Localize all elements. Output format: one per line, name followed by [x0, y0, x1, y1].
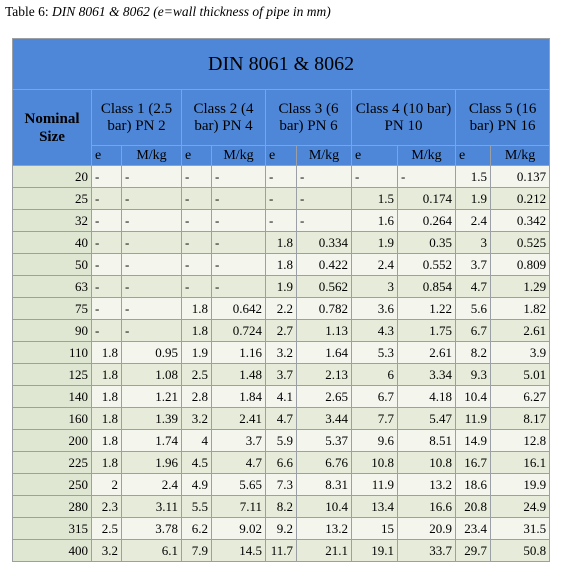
wall-thickness-cell: 8.2: [266, 496, 297, 518]
mass-cell: 12.8: [491, 430, 550, 452]
mass-cell: 0.342: [491, 210, 550, 232]
wall-thickness-cell: 6.7: [352, 386, 398, 408]
sub-header-mass: M/kg: [297, 146, 352, 166]
mass-cell: -: [212, 188, 266, 210]
wall-thickness-cell: 2.4: [456, 210, 491, 232]
mass-cell: 8.51: [398, 430, 456, 452]
wall-thickness-cell: 2.2: [266, 298, 297, 320]
wall-thickness-cell: 1.8: [92, 452, 122, 474]
wall-thickness-cell: -: [92, 188, 122, 210]
mass-cell: -: [212, 166, 266, 188]
mass-cell: 0.35: [398, 232, 456, 254]
mass-cell: 16.1: [491, 452, 550, 474]
mass-cell: 1.96: [122, 452, 182, 474]
mass-cell: -: [212, 276, 266, 298]
wall-thickness-cell: 1.8: [266, 232, 297, 254]
mass-cell: -: [297, 210, 352, 232]
mass-cell: 20.9: [398, 518, 456, 540]
wall-thickness-cell: 1.8: [182, 320, 212, 342]
table-row: [13, 188, 550, 210]
mass-cell: -: [212, 232, 266, 254]
wall-thickness-cell: 11.9: [352, 474, 398, 496]
wall-thickness-cell: 1.8: [92, 408, 122, 430]
table-row: [13, 210, 550, 232]
nominal-size-cell: 125: [13, 364, 92, 386]
nominal-size-cell: 140: [13, 386, 92, 408]
wall-thickness-cell: 11.9: [456, 408, 491, 430]
wall-thickness-cell: 3: [352, 276, 398, 298]
mass-cell: 2.61: [491, 320, 550, 342]
table-row: [13, 386, 550, 408]
wall-thickness-cell: 7.9: [182, 540, 212, 562]
wall-thickness-cell: 3: [456, 232, 491, 254]
wall-thickness-cell: 4.7: [456, 276, 491, 298]
mass-cell: 1.74: [122, 430, 182, 452]
mass-cell: 2.65: [297, 386, 352, 408]
wall-thickness-cell: 2: [92, 474, 122, 496]
mass-cell: 3.34: [398, 364, 456, 386]
mass-cell: 33.7: [398, 540, 456, 562]
mass-cell: 13.2: [297, 518, 352, 540]
wall-thickness-cell: 1.8: [182, 298, 212, 320]
wall-thickness-cell: 3.2: [182, 408, 212, 430]
wall-thickness-cell: -: [266, 166, 297, 188]
table-row: [13, 364, 550, 386]
nominal-size-header: Nominal Size: [13, 90, 92, 166]
mass-cell: 0.642: [212, 298, 266, 320]
mass-cell: 2.4: [122, 474, 182, 496]
wall-thickness-cell: -: [92, 232, 122, 254]
mass-cell: 3.78: [122, 518, 182, 540]
wall-thickness-cell: 1.9: [456, 188, 491, 210]
mass-cell: 0.562: [297, 276, 352, 298]
nominal-size-cell: 63: [13, 276, 92, 298]
wall-thickness-cell: 2.4: [352, 254, 398, 276]
wall-thickness-cell: 5.5: [182, 496, 212, 518]
wall-thickness-cell: 3.2: [92, 540, 122, 562]
wall-thickness-cell: 4.1: [266, 386, 297, 408]
sub-header-e: e: [182, 146, 212, 166]
wall-thickness-cell: 20.8: [456, 496, 491, 518]
wall-thickness-cell: 14.9: [456, 430, 491, 452]
sub-header-mass: M/kg: [398, 146, 456, 166]
wall-thickness-cell: 3.6: [352, 298, 398, 320]
mass-cell: 5.37: [297, 430, 352, 452]
mass-cell: 0.525: [491, 232, 550, 254]
nominal-size-cell: 90: [13, 320, 92, 342]
wall-thickness-cell: 13.4: [352, 496, 398, 518]
wall-thickness-cell: 1.8: [92, 364, 122, 386]
wall-thickness-cell: 16.7: [456, 452, 491, 474]
mass-cell: 0.809: [491, 254, 550, 276]
wall-thickness-cell: -: [92, 166, 122, 188]
mass-cell: 0.264: [398, 210, 456, 232]
wall-thickness-cell: 23.4: [456, 518, 491, 540]
wall-thickness-cell: 4.3: [352, 320, 398, 342]
mass-cell: 0.422: [297, 254, 352, 276]
wall-thickness-cell: 6: [352, 364, 398, 386]
mass-cell: 0.782: [297, 298, 352, 320]
wall-thickness-cell: 7.3: [266, 474, 297, 496]
wall-thickness-cell: 10.4: [456, 386, 491, 408]
mass-cell: 14.5: [212, 540, 266, 562]
wall-thickness-cell: -: [92, 254, 122, 276]
mass-cell: 1.22: [398, 298, 456, 320]
wall-thickness-cell: -: [92, 298, 122, 320]
table-row: [13, 276, 550, 298]
wall-thickness-cell: 1.8: [92, 430, 122, 452]
wall-thickness-cell: 10.8: [352, 452, 398, 474]
mass-cell: 2.41: [212, 408, 266, 430]
mass-cell: 1.29: [491, 276, 550, 298]
wall-thickness-cell: 2.5: [92, 518, 122, 540]
nominal-size-cell: 160: [13, 408, 92, 430]
wall-thickness-cell: 11.7: [266, 540, 297, 562]
mass-cell: 0.552: [398, 254, 456, 276]
table-row: [13, 320, 550, 342]
sub-header-e: e: [456, 146, 491, 166]
wall-thickness-cell: 9.3: [456, 364, 491, 386]
mass-cell: 0.854: [398, 276, 456, 298]
table-row: [13, 518, 550, 540]
wall-thickness-cell: 4.9: [182, 474, 212, 496]
wall-thickness-cell: 19.1: [352, 540, 398, 562]
wall-thickness-cell: 4.5: [182, 452, 212, 474]
mass-cell: -: [122, 320, 182, 342]
mass-cell: 1.39: [122, 408, 182, 430]
nominal-size-cell: 75: [13, 298, 92, 320]
table-row: [13, 430, 550, 452]
wall-thickness-cell: -: [92, 320, 122, 342]
wall-thickness-cell: 1.8: [266, 254, 297, 276]
wall-thickness-cell: -: [92, 276, 122, 298]
table-row: [13, 166, 550, 188]
wall-thickness-cell: 9.2: [266, 518, 297, 540]
caption-prefix: Table 6:: [5, 4, 49, 19]
wall-thickness-cell: -: [182, 166, 212, 188]
mass-cell: 31.5: [491, 518, 550, 540]
mass-cell: -: [122, 254, 182, 276]
class-header: Class 4 (10 bar) PN 10: [352, 90, 456, 146]
mass-cell: 1.48: [212, 364, 266, 386]
mass-cell: 6.27: [491, 386, 550, 408]
wall-thickness-cell: 1.9: [182, 342, 212, 364]
mass-cell: 1.84: [212, 386, 266, 408]
wall-thickness-cell: 1.9: [266, 276, 297, 298]
wall-thickness-cell: 6.7: [456, 320, 491, 342]
wall-thickness-cell: 18.6: [456, 474, 491, 496]
table-row: [13, 254, 550, 276]
mass-cell: -: [297, 166, 352, 188]
mass-cell: 4.18: [398, 386, 456, 408]
mass-cell: 0.334: [297, 232, 352, 254]
wall-thickness-cell: 5.9: [266, 430, 297, 452]
wall-thickness-cell: 7.7: [352, 408, 398, 430]
wall-thickness-cell: 1.5: [456, 166, 491, 188]
mass-cell: 1.21: [122, 386, 182, 408]
wall-thickness-cell: 2.8: [182, 386, 212, 408]
wall-thickness-cell: 1.8: [92, 386, 122, 408]
wall-thickness-cell: 6.6: [266, 452, 297, 474]
mass-cell: 8.17: [491, 408, 550, 430]
nominal-size-cell: 40: [13, 232, 92, 254]
table-row: [13, 540, 550, 562]
mass-cell: 19.9: [491, 474, 550, 496]
mass-cell: -: [212, 210, 266, 232]
wall-thickness-cell: 5.6: [456, 298, 491, 320]
mass-cell: 10.8: [398, 452, 456, 474]
wall-thickness-cell: 1.5: [352, 188, 398, 210]
mass-cell: 21.1: [297, 540, 352, 562]
mass-cell: -: [398, 166, 456, 188]
class-header: Class 2 (4 bar) PN 4: [182, 90, 266, 146]
class-header: Class 1 (2.5 bar) PN 2: [92, 90, 182, 146]
class-header: Class 5 (16 bar) PN 16: [456, 90, 550, 146]
mass-cell: 8.31: [297, 474, 352, 496]
mass-cell: 5.47: [398, 408, 456, 430]
wall-thickness-cell: 4: [182, 430, 212, 452]
mass-cell: 2.61: [398, 342, 456, 364]
mass-cell: -: [212, 254, 266, 276]
table-caption: [5, 4, 331, 20]
wall-thickness-cell: -: [182, 276, 212, 298]
sub-header-e: e: [352, 146, 398, 166]
mass-cell: -: [297, 188, 352, 210]
nominal-size-cell: 225: [13, 452, 92, 474]
sub-header-e: e: [92, 146, 122, 166]
wall-thickness-cell: -: [182, 232, 212, 254]
wall-thickness-cell: 4.7: [266, 408, 297, 430]
mass-cell: -: [122, 298, 182, 320]
mass-cell: 1.64: [297, 342, 352, 364]
nominal-size-cell: 25: [13, 188, 92, 210]
wall-thickness-cell: -: [92, 210, 122, 232]
wall-thickness-cell: 8.2: [456, 342, 491, 364]
mass-cell: 24.9: [491, 496, 550, 518]
wall-thickness-cell: -: [266, 188, 297, 210]
wall-thickness-cell: 29.7: [456, 540, 491, 562]
mass-cell: -: [122, 232, 182, 254]
nominal-size-cell: 250: [13, 474, 92, 496]
nominal-size-cell: 110: [13, 342, 92, 364]
mass-cell: 5.01: [491, 364, 550, 386]
table-row: [13, 452, 550, 474]
wall-thickness-cell: 3.2: [266, 342, 297, 364]
wall-thickness-cell: 6.2: [182, 518, 212, 540]
mass-cell: -: [122, 210, 182, 232]
wall-thickness-cell: -: [266, 210, 297, 232]
nominal-size-cell: 32: [13, 210, 92, 232]
nominal-size-cell: 200: [13, 430, 92, 452]
wall-thickness-cell: 5.3: [352, 342, 398, 364]
wall-thickness-cell: 15: [352, 518, 398, 540]
nominal-size-cell: 50: [13, 254, 92, 276]
mass-cell: 0.724: [212, 320, 266, 342]
table-row: [13, 474, 550, 496]
mass-cell: 3.9: [491, 342, 550, 364]
mass-cell: 1.75: [398, 320, 456, 342]
mass-cell: 6.76: [297, 452, 352, 474]
wall-thickness-cell: -: [182, 188, 212, 210]
mass-cell: 50.8: [491, 540, 550, 562]
mass-cell: 1.82: [491, 298, 550, 320]
mass-cell: 0.174: [398, 188, 456, 210]
nominal-size-cell: 400: [13, 540, 92, 562]
mass-cell: 3.11: [122, 496, 182, 518]
wall-thickness-cell: 3.7: [266, 364, 297, 386]
mass-cell: 1.13: [297, 320, 352, 342]
mass-cell: -: [122, 166, 182, 188]
mass-cell: 0.137: [491, 166, 550, 188]
mass-cell: 5.65: [212, 474, 266, 496]
mass-cell: -: [122, 276, 182, 298]
mass-cell: 16.6: [398, 496, 456, 518]
wall-thickness-cell: 1.6: [352, 210, 398, 232]
mass-cell: 7.11: [212, 496, 266, 518]
sub-header-e: e: [266, 146, 297, 166]
wall-thickness-cell: -: [182, 210, 212, 232]
wall-thickness-cell: 2.3: [92, 496, 122, 518]
mass-cell: 3.7: [212, 430, 266, 452]
mass-cell: 4.7: [212, 452, 266, 474]
mass-cell: 0.212: [491, 188, 550, 210]
wall-thickness-cell: 3.7: [456, 254, 491, 276]
nominal-size-cell: 20: [13, 166, 92, 188]
mass-cell: 3.44: [297, 408, 352, 430]
mass-cell: 2.13: [297, 364, 352, 386]
table-row: [13, 342, 550, 364]
mass-cell: 13.2: [398, 474, 456, 496]
mass-cell: 6.1: [122, 540, 182, 562]
sub-header-mass: M/kg: [212, 146, 266, 166]
nominal-size-cell: 315: [13, 518, 92, 540]
table-row: [13, 408, 550, 430]
sub-header-mass: M/kg: [491, 146, 550, 166]
table-title: DIN 8061 & 8062: [13, 39, 550, 90]
mass-cell: 10.4: [297, 496, 352, 518]
wall-thickness-cell: 2.7: [266, 320, 297, 342]
mass-cell: 9.02: [212, 518, 266, 540]
caption-text: DIN 8061 & 8062 (e=wall thickness of pipe in mm): [52, 4, 331, 19]
sub-header-mass: M/kg: [122, 146, 182, 166]
table-row: [13, 496, 550, 518]
table-row: [13, 232, 550, 254]
mass-cell: 0.95: [122, 342, 182, 364]
mass-cell: 1.08: [122, 364, 182, 386]
wall-thickness-cell: -: [352, 166, 398, 188]
wall-thickness-cell: 1.8: [92, 342, 122, 364]
wall-thickness-cell: 1.9: [352, 232, 398, 254]
class-header: Class 3 (6 bar) PN 6: [266, 90, 352, 146]
table-row: [13, 298, 550, 320]
mass-cell: 1.16: [212, 342, 266, 364]
nominal-size-cell: 280: [13, 496, 92, 518]
wall-thickness-cell: 9.6: [352, 430, 398, 452]
wall-thickness-cell: -: [182, 254, 212, 276]
wall-thickness-cell: 2.5: [182, 364, 212, 386]
mass-cell: -: [122, 188, 182, 210]
din-table: [12, 38, 550, 562]
